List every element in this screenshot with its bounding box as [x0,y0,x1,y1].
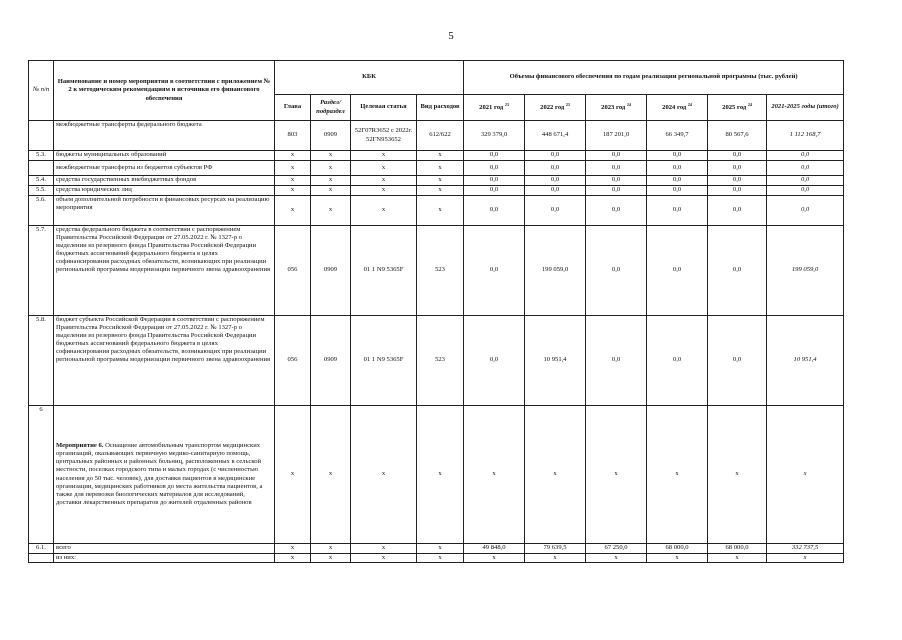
cell-total: 0,0 [767,196,844,226]
row-num [29,121,54,151]
cell-celevaya: х [351,554,417,563]
cell-celevaya: х [351,186,417,196]
header-name: Наименование и номер мероприятия в соответствии с приложением № 2 к методическим рекомендациям и источники его финансового обеспечения [54,61,275,121]
cell-2021: 0,0 [464,226,525,316]
row-num: 5.3. [29,151,54,161]
cell-glava: х [275,186,311,196]
cell-razdel: х [311,554,351,563]
table-row [29,226,844,316]
cell-2024: х [647,554,708,563]
cell-2022: 448 671,4 [525,121,586,151]
header-volumes: Объемы финансового обеспечения по годам реализации региональной программы (тыс. рублей) [464,61,844,95]
cell-celevaya: 01 1 N9 5365F [351,316,417,406]
cell-total: 1 112 168,7 [767,121,844,151]
cell-total: 0,0 [767,161,844,176]
cell-2025: 0,0 [708,316,767,406]
cell-glava: х [275,176,311,186]
cell-2021: 0,0 [464,161,525,176]
table-row [29,186,844,196]
cell-vid: х [417,406,464,544]
cell-vid: 523 [417,226,464,316]
measure-6-row [29,406,844,544]
cell-2023: х [586,554,647,563]
cell-2022: 79 639,5 [525,544,586,554]
financing-table [28,60,844,563]
table-row [29,196,844,226]
cell-total: 332 737,5 [767,544,844,554]
cell-2025: 0,0 [708,196,767,226]
cell-2025: 0,0 [708,151,767,161]
cell-2023: 0,0 [586,316,647,406]
cell-2022: 10 951,4 [525,316,586,406]
header-total: 2021-2025 годы (итого) [767,95,844,121]
cell-2025: 0,0 [708,226,767,316]
cell-total: 10 951,4 [767,316,844,406]
cell-glava: 056 [275,226,311,316]
cell-vid: х [417,176,464,186]
cell-2022: х [525,406,586,544]
cell-vid: х [417,544,464,554]
row-name: бюджеты муниципальных образований [54,151,275,161]
table-row [29,316,844,406]
cell-2021: 0,0 [464,186,525,196]
cell-2024: 0,0 [647,196,708,226]
cell-celevaya: х [351,196,417,226]
cell-vid: 612/622 [417,121,464,151]
header-razdel: Раздел/ подраздел [311,95,351,121]
cell-2024: 0,0 [647,226,708,316]
cell-2021: х [464,554,525,563]
cell-total: х [767,554,844,563]
cell-razdel: х [311,151,351,161]
cell-razdel: х [311,196,351,226]
cell-razdel: х [311,406,351,544]
cell-total: 0,0 [767,151,844,161]
cell-vid: х [417,186,464,196]
cell-glava: х [275,544,311,554]
header-glava: Глава [275,95,311,121]
header-num: № п/п [29,61,54,121]
cell-2021: 49 848,0 [464,544,525,554]
measure-6-title: Мероприятие 6. [56,442,104,450]
cell-vid: х [417,554,464,563]
cell-2024: 0,0 [647,161,708,176]
cell-total: 0,0 [767,176,844,186]
row-name: межбюджетные трансферты федерального бюджета [54,121,275,151]
cell-celevaya: х [351,161,417,176]
cell-2021: 0,0 [464,316,525,406]
cell-2023: 0,0 [586,151,647,161]
cell-2023: 0,0 [586,196,647,226]
row-name: бюджет субъекта Российской Федерации в соответствии с распоряжением Правительства Российской Федерации от 27.05.2022 г. № 1327-р о выделении из резервного фонда Правительства Российской Федерации бюджетных ассигнований федерального бюджета в целях софинансирования расходных обязательств, возникающих при реализации региональной программы модернизации первичного звена здравоохранения [54,316,275,406]
row-num: 5.4. [29,176,54,186]
cell-2024: 66 349,7 [647,121,708,151]
cell-celevaya: х [351,151,417,161]
cell-2023: 0,0 [586,226,647,316]
page-number: 5 [448,30,454,42]
cell-2022: 0,0 [525,196,586,226]
header-2021: 2021 год $^{23}$ [464,95,525,121]
cell-2023: 0,0 [586,161,647,176]
cell-vid: 523 [417,316,464,406]
table-row [29,554,844,563]
cell-total: 199 059,0 [767,226,844,316]
cell-razdel: х [311,544,351,554]
cell-2024: 0,0 [647,186,708,196]
row-num: 5.8. [29,316,54,406]
cell-2022: 0,0 [525,176,586,186]
table-row [29,121,844,151]
row-name: средства юридических лиц [54,186,275,196]
cell-glava: х [275,161,311,176]
cell-razdel: х [311,186,351,196]
cell-vid: х [417,151,464,161]
cell-glava: х [275,406,311,544]
cell-2023: 187 201,0 [586,121,647,151]
cell-2021: 329 379,0 [464,121,525,151]
cell-razdel: х [311,161,351,176]
header-2025: 2025 год $^{24}$ [708,95,767,121]
row-name: из них: [54,554,275,563]
cell-2025: 0,0 [708,161,767,176]
cell-glava: х [275,554,311,563]
cell-2025: х [708,554,767,563]
cell-2023: 67 250,0 [586,544,647,554]
cell-razdel: х [311,176,351,186]
row-name: средства государственных внебюджетных фондов [54,176,275,186]
cell-celevaya: х [351,406,417,544]
cell-2025: 0,0 [708,186,767,196]
cell-glava: х [275,196,311,226]
cell-2022: х [525,554,586,563]
cell-2025: 80 567,6 [708,121,767,151]
row-name: средства федерального бюджета в соответствии с распоряжением Правительства Российской Федерации от 27.05.2022 г. № 1327-р о выделении из резервного фонда Правительства Российской Федерации бюджетных ассигнований федерального бюджета в целях софинансирования расходных обязательств, возникающих при реализации региональной программы модернизации первичного звена здравоохранения [54,226,275,316]
cell-2021: х [464,406,525,544]
row-num: 5.6. [29,196,54,226]
table-row [29,544,844,554]
table-row [29,151,844,161]
cell-glava: 056 [275,316,311,406]
cell-vid: х [417,196,464,226]
row-num: 5.5. [29,186,54,196]
row-num [29,554,54,563]
cell-2025: 68 000,0 [708,544,767,554]
cell-celevaya: х [351,176,417,186]
header-celevaya: Целевая статья [351,95,417,121]
row-name: всего [54,544,275,554]
cell-celevaya: х [351,544,417,554]
row-num: 6.1. [29,544,54,554]
cell-2025: 0,0 [708,176,767,186]
cell-2021: 0,0 [464,176,525,186]
cell-razdel: 0909 [311,316,351,406]
table-row [29,176,844,186]
cell-2023: 0,0 [586,186,647,196]
header-2024: 2024 год $^{24}$ [647,95,708,121]
cell-vid: х [417,161,464,176]
row-name: объем дополнительной потребности в финансовых ресурсах на реализацию мероприятия [54,196,275,226]
cell-2024: 0,0 [647,316,708,406]
cell-2021: 0,0 [464,151,525,161]
cell-celevaya: 52Г07R3652 с 2022г. 52ГN953652 [351,121,417,151]
cell-2025: х [708,406,767,544]
cell-celevaya: 01 1 N9 5365F [351,226,417,316]
header-2023: 2023 год $^{24}$ [586,95,647,121]
cell-2023: х [586,406,647,544]
cell-2022: 199 059,0 [525,226,586,316]
row-num: 5.7. [29,226,54,316]
cell-2023: 0,0 [586,176,647,186]
cell-2024: 0,0 [647,151,708,161]
row-num: 6 [29,406,54,544]
row-name: межбюджетные трансферты из бюджетов субъектов РФ [54,161,275,176]
cell-razdel: 0909 [311,226,351,316]
cell-glava: х [275,151,311,161]
cell-2022: 0,0 [525,186,586,196]
cell-2024: 0,0 [647,176,708,186]
header-vid: Вид расходов [417,95,464,121]
cell-total: 0,0 [767,186,844,196]
measure-6-text [54,406,275,544]
cell-razdel: 0909 [311,121,351,151]
cell-total: х [767,406,844,544]
cell-2024: 68 000,0 [647,544,708,554]
cell-2021: 0,0 [464,196,525,226]
cell-2022: 0,0 [525,161,586,176]
table-row [29,161,844,176]
cell-glava: 803 [275,121,311,151]
row-num [29,161,54,176]
cell-2022: 0,0 [525,151,586,161]
header-2022: 2022 год $^{23}$ [525,95,586,121]
cell-2024: х [647,406,708,544]
measure-6-description: Оснащение автомобильным транспортом медицинских организаций, оказывающих первичную медико-санитарную помощь, центральных районных и районных больниц, расположенных в сельской местности, поселках городского типа и малых городах (с численностью населения до 50 тыс. человек), для доставки пациентов в медицинские организации, медицинских работников до места жительства пациентов, а также для перевозки биологических материалов для исследований, доставки лекарственных препаратов до жителей отдаленных районов [56,442,263,506]
header-kbk: КБК [275,61,464,95]
